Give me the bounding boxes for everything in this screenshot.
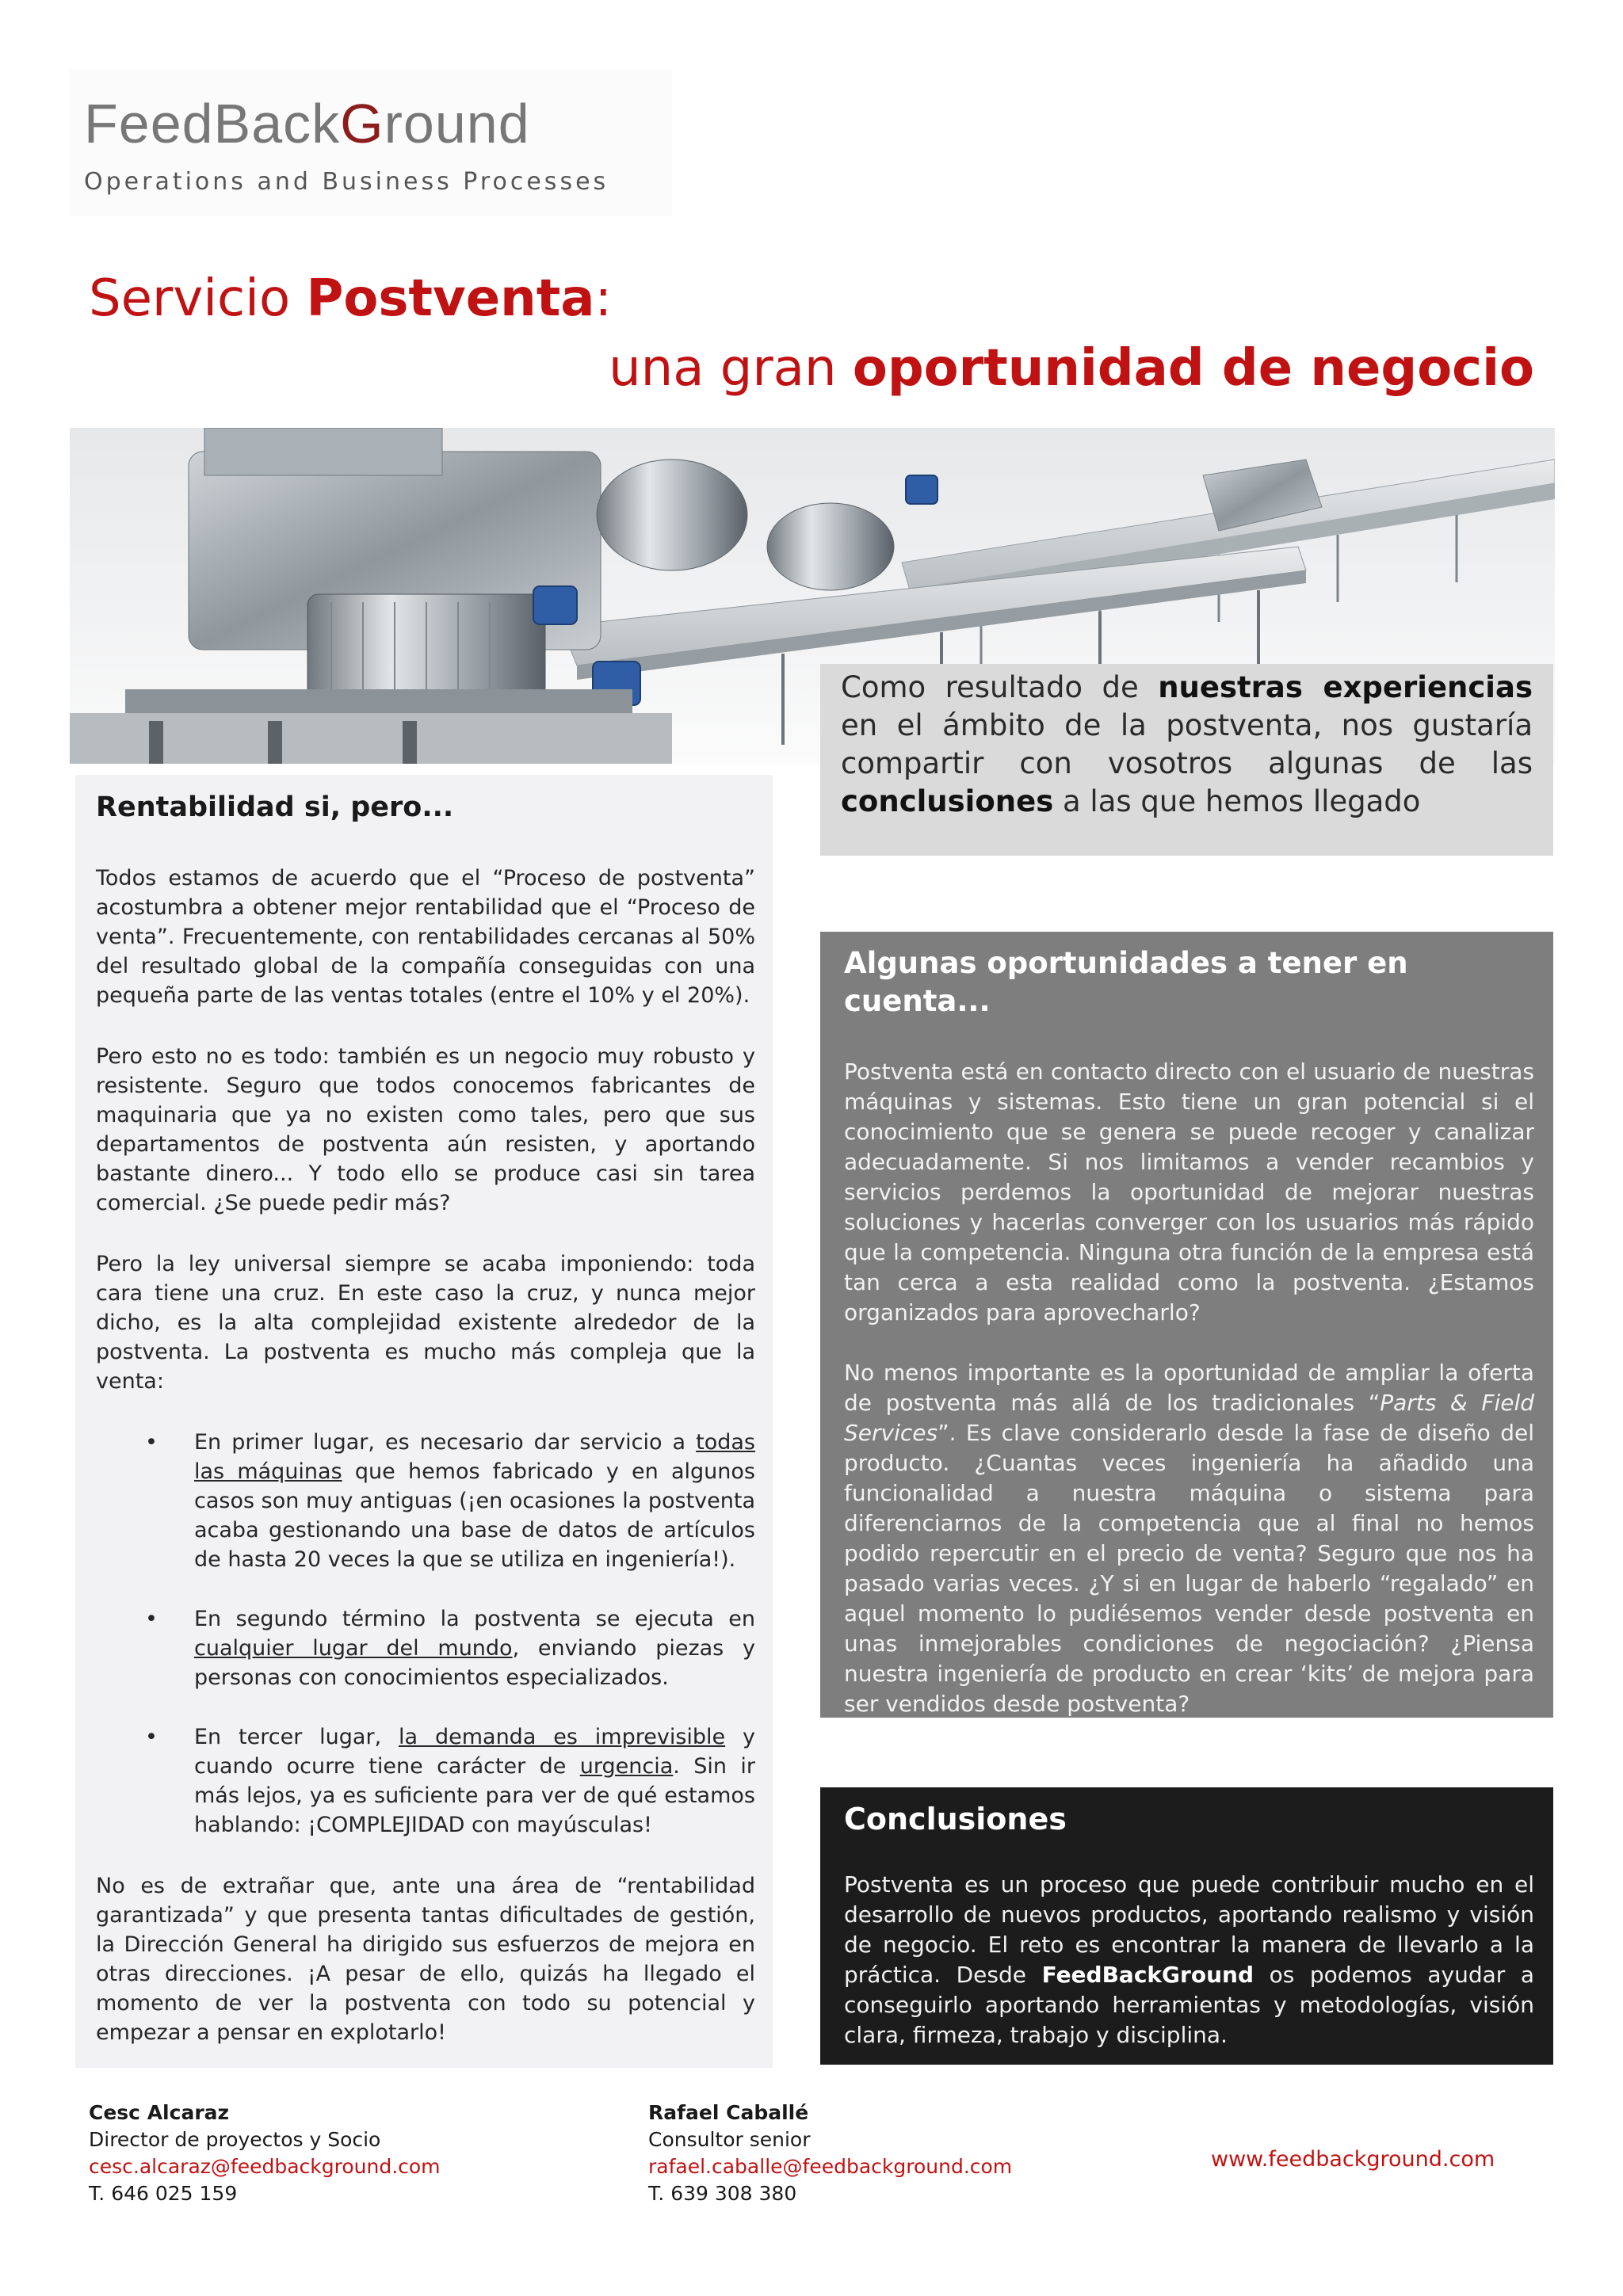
contact-role: Director de proyectos y Socio — [89, 2128, 381, 2151]
brand-tagline: Operations and Business Processes — [84, 168, 609, 196]
contact-role: Consultor senior — [648, 2128, 811, 2151]
rentabilidad-paragraph-2: Pero esto no es todo: también es un negocio muy robusto y resistente. Seguro que todos conocemos fabricantes de maquinaria que ya no existen como tales, pero que sus departamentos de postventa aún resisten, y aportando bastante dinero... Y todo ello se produce casi sin tarea comercial. ¿Se puede pedir más? — [96, 1044, 755, 1215]
contact-phone: T. 639 308 380 — [648, 2182, 797, 2205]
conclusiones-heading: Conclusiones — [844, 1802, 1067, 1836]
list-item: • En primer lugar, es necesario dar servicio a todas las máquinas que hemos fabricado y en algunos casos son muy antiguas (¡en ocasiones la postventa acaba gestionando una base de datos de artículos de hasta 20 veces la que se utiliza en ingeniería!). — [96, 1428, 755, 1574]
conclusiones-section — [820, 1787, 1553, 2065]
brand-logo: FeedBackGround — [84, 93, 530, 154]
list-item: • En segundo término la postventa se ejecuta en cualquier lugar del mundo, enviando piezas y personas con conocimientos especializados. — [96, 1604, 755, 1692]
logo-header — [70, 70, 672, 216]
page-title-line2: una gran oportunidad de negocio — [609, 339, 1534, 398]
oportunidades-paragraph-1: Postventa está en contacto directo con el usuario de nuestras máquinas y sistemas. Esto tiene un gran potencial si el conocimiento que se genera se puede recoger y canalizar adecuadamente. Si nos limitamos a vender recambios y servicios perdemos la oportunidad de mejorar nuestras soluciones y hacerlas converger con los usuarios más rápido que la competencia. Ninguna otra función de la empresa está tan cerca a esta realidad como la postventa. ¿Estamos organizados para aprovecharlo? — [844, 1058, 1534, 1325]
oportunidades-section — [820, 932, 1553, 1718]
website-link[interactable]: www.feedbackground.com — [1211, 2147, 1495, 2172]
contact-email-link[interactable]: rafael.caballe@feedbackground.com — [648, 2155, 1013, 2178]
contact-card — [648, 2100, 1012, 2207]
contact-email-link[interactable]: cesc.alcaraz@feedbackground.com — [89, 2155, 441, 2178]
list-item: • En tercer lugar, la demanda es imprevisible y cuando ocurre tiene carácter de urgencia. Sin ir más lejos, ya es suficiente para ver de qué estamos hablando: ¡COMPLEJIDAD con mayúsculas! — [96, 1722, 755, 1840]
rentabilidad-heading: Rentabilidad si, pero... — [96, 791, 454, 823]
page-title-line1: Servicio Postventa: — [89, 269, 613, 328]
rentabilidad-paragraph-4: No es de extrañar que, ante una área de “rentabilidad garantizada” y que presenta tantas dificultades de gestión, la Dirección General ha dirigido sus esfuerzos de mejora en otras direcciones. ¡A pesar de ello, quizás ha llegado el momento de ver la postventa con todo su potencial y empezar a pensar en explotarlo! — [96, 1874, 755, 2045]
bullet-icon: • — [145, 1607, 158, 1631]
intro-callout — [820, 664, 1553, 856]
rentabilidad-paragraph-1: Todos estamos de acuerdo que el “Proceso de postventa” acostumbra a obtener mejor rentabilidad que el “Proceso de venta”. Frecuentemente, con rentabilidades cercanas al 50% del resultado global de la compañía conseguidas con una pequeña parte de las ventas totales (entre el 10% y el 20%). — [96, 866, 755, 1008]
conclusiones-text: Postventa es un proceso que puede contribuir mucho en el desarrollo de nuevos productos, aportando realismo y visión de negocio. El reto es encontrar la manera de llevarlo a la práctica. Desde FeedBackGround os podemos ayudar a conseguirlo aportando herramientas y metodologías, visión clara, firmeza, trabajo y disciplina. — [844, 1871, 1534, 2048]
complexity-list — [96, 1428, 755, 1840]
bullet-icon: • — [145, 1430, 158, 1455]
oportunidades-paragraph-2: No menos importante es la oportunidad de ampliar la oferta de postventa más allá de los tradicionales “Parts & Field Services”. Es clave considerarlo desde la fase de diseño del producto. ¿Cuantas veces ingeniería ha añadido una funcionalidad a nuestra máquina o sistema para diferenciarnos de la competencia que al final no hemos podido repercutir en el precio de venta? Seguro que nos ha pasado varias veces. ¿Y si en lugar de haberlo “regalado” en aquel momento lo pudiésemos vender desde postventa en unas inmejorables condiciones de negociación? ¿Piensa nuestra ingeniería de producto en crear ‘kits’ de mejora para ser vendidos desde postventa? — [844, 1360, 1535, 1717]
rentabilidad-section — [75, 775, 773, 2068]
bullet-icon: • — [145, 1725, 158, 1749]
contact-name: Cesc Alcaraz — [89, 2101, 230, 2124]
oportunidades-heading: Algunas oportunidades a tener en cuenta... — [844, 946, 1408, 1018]
rentabilidad-paragraph-3: Pero la ley universal siempre se acaba imponiendo: toda cara tiene una cruz. En este caso la cruz, y nunca mejor dicho, es la alta complejidad existente alrededor de la postventa. La postventa es mucho más compleja que la venta: — [96, 1252, 755, 1394]
contact-name: Rafael Caballé — [648, 2101, 809, 2124]
intro-text: Como resultado de nuestras experiencias en el ámbito de la postventa, nos gustaría compartir con vosotros algunas de las conclusiones a las que hemos llegado — [841, 670, 1533, 818]
contact-phone: T. 646 025 159 — [89, 2182, 238, 2205]
contact-card — [89, 2100, 441, 2207]
